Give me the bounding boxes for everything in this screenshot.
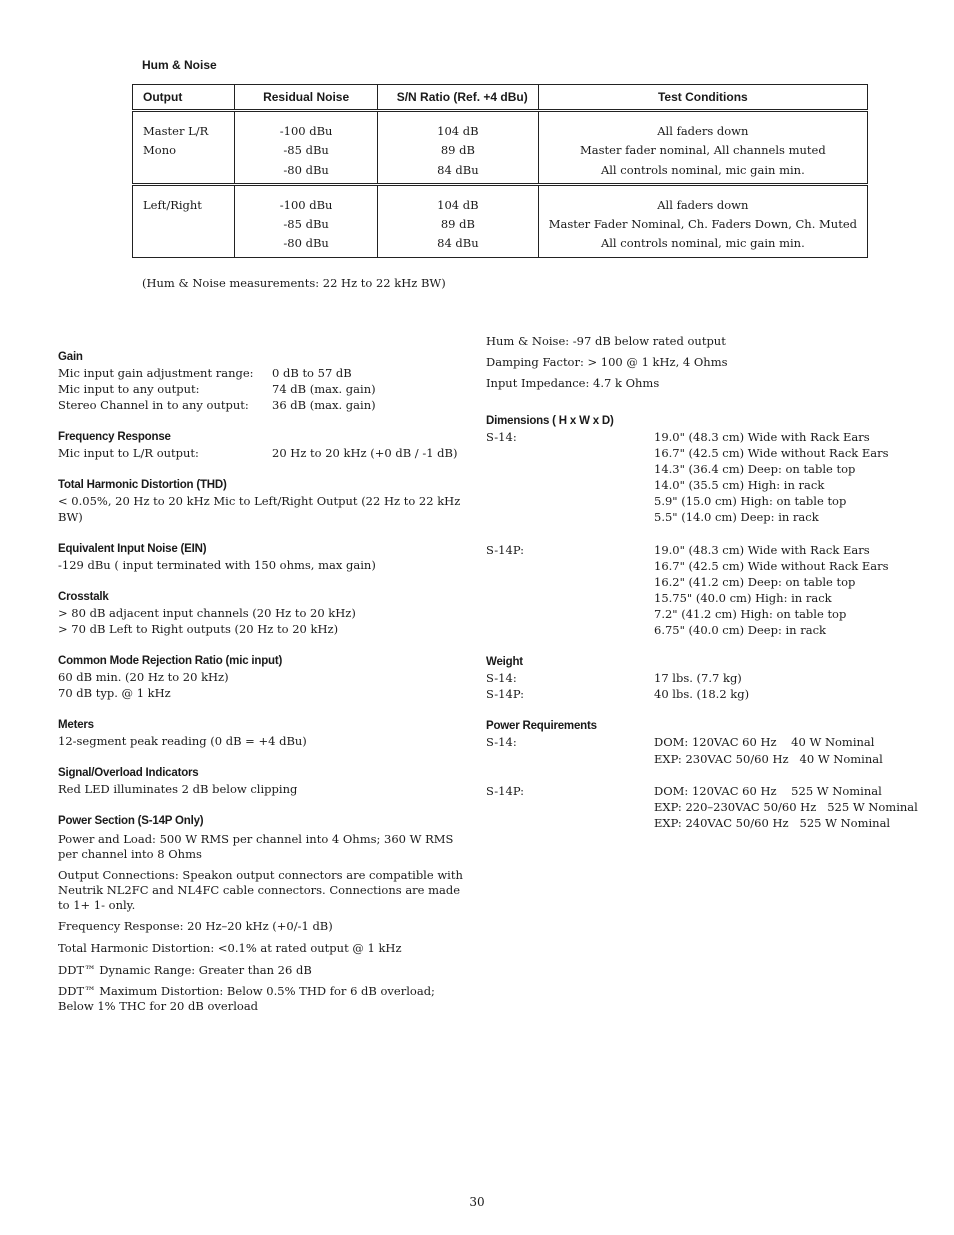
sn-ratio-cell (378, 184, 539, 257)
spec-row (486, 670, 916, 686)
spec-value: 14.3" (36.4 cm) Deep: on table top (654, 462, 856, 476)
residual-value: -80 dBu (283, 236, 329, 251)
model-label: S-14P: (486, 687, 525, 701)
spec-value: EXP: 220–230VAC 50/60 Hz 525 W Nominal (654, 800, 918, 814)
output-cell (133, 111, 235, 185)
spec-value: 16.7" (42.5 cm) Wide without Rack Ears (654, 446, 889, 460)
spec-value: 19.0" (48.3 cm) Wide with Rack Ears (654, 430, 870, 444)
section-heading-meters: Meters (58, 719, 94, 731)
spec-value: 40 lbs. (18.2 kg) (654, 687, 750, 701)
sn-value: 84 dBu (437, 162, 479, 177)
sn-value: 84 dBu (437, 236, 479, 251)
model-label: S-14P: (486, 784, 525, 798)
residual-value: -85 dBu (283, 217, 329, 232)
spec-text: Input Impedance: 4.7 k Ohms (486, 376, 660, 390)
power-s14 (486, 734, 916, 768)
section-heading-dimensions: Dimensions ( H x W x D) (486, 415, 614, 427)
right-spec-column (486, 333, 916, 831)
residual-noise-cell (235, 111, 378, 185)
spec-paragraph: Frequency Response: 20 Hz–20 kHz (+0/-1 dB) (58, 919, 333, 933)
section-heading-frequency-response: Frequency Response (58, 431, 171, 443)
section-heading-crosstalk: Crosstalk (58, 591, 109, 603)
spec-value: 5.9" (15.0 cm) High: on table top (654, 494, 847, 508)
sn-value: 89 dB (440, 143, 475, 158)
spec-label: Stereo Channel in to any output: (58, 398, 249, 412)
spec-value: 74 dB (max. gain) (272, 382, 376, 396)
sn-ratio-cell (378, 111, 539, 185)
hum-noise-note: (Hum & Noise measurements: 22 Hz to 22 kHz BW) (142, 276, 446, 290)
spec-row (58, 365, 478, 381)
spec-row (58, 397, 478, 413)
condition-text: All controls nominal, mic gain min. (600, 236, 805, 251)
sn-value: 104 dB (437, 197, 479, 212)
section-heading-weight: Weight (486, 656, 523, 668)
spec-value: 36 dB (max. gain) (272, 398, 376, 412)
model-label: S-14: (486, 430, 517, 444)
spec-text: > 70 dB Left to Right outputs (20 Hz to 20 kHz) (58, 622, 339, 636)
section-heading-cmrr: Common Mode Rejection Ratio (mic input) (58, 655, 283, 667)
condition-text: All controls nominal, mic gain min. (600, 162, 805, 177)
spec-value: 6.75" (40.0 cm) Deep: in rack (654, 623, 827, 637)
output-name: Master L/R (143, 124, 209, 138)
residual-value: -85 dBu (283, 143, 329, 158)
power-s14p (486, 783, 916, 831)
dimensions-s14p (486, 542, 916, 638)
spec-text: -129 dBu ( input terminated with 150 ohms, max gain) (58, 558, 376, 572)
spec-paragraph: Output Connections: Speakon output connectors are compatible with Neutrik NL2FC and NL4FC cable connectors. Connections are made to 1+ 1- only. (58, 868, 463, 912)
spec-row (58, 445, 478, 461)
spec-paragraph: DDT™ Dynamic Range: Greater than 26 dB (58, 963, 312, 977)
spec-value: 16.2" (41.2 cm) Deep: on table top (654, 575, 856, 589)
spec-value: EXP: 240VAC 50/60 Hz 525 W Nominal (654, 816, 891, 830)
spec-text: Red LED illuminates 2 dB below clipping (58, 782, 298, 796)
output-name: Left/Right (143, 197, 202, 212)
sn-value: 89 dB (440, 217, 475, 232)
spec-value: 19.0" (48.3 cm) Wide with Rack Ears (654, 543, 870, 557)
spec-value: 7.2" (41.2 cm) High: on table top (654, 607, 847, 621)
left-spec-column (58, 349, 478, 1014)
output-name: Mono (143, 143, 177, 158)
spec-label: Mic input to L/R output: (58, 446, 199, 460)
residual-value: -100 dBu (279, 124, 333, 138)
spec-row (58, 381, 478, 397)
spec-value: 5.5" (14.0 cm) Deep: in rack (654, 510, 819, 524)
spec-paragraph: DDT™ Maximum Distortion: Below 0.5% THD for 6 dB overload; Below 1% THC for 20 dB overload (58, 984, 435, 1013)
spec-paragraph: Total Harmonic Distortion: <0.1% at rated output @ 1 kHz (58, 941, 402, 955)
spec-value: 0 dB to 57 dB (272, 366, 352, 380)
residual-noise-cell (235, 184, 378, 257)
section-heading-power-requirements: Power Requirements (486, 720, 597, 732)
spec-value: 16.7" (42.5 cm) Wide without Rack Ears (654, 559, 889, 573)
condition-text: Master fader nominal, All channels muted (580, 143, 826, 158)
spec-value: 14.0" (35.5 cm) High: in rack (654, 478, 825, 492)
spec-text: < 0.05%, 20 Hz to 20 kHz Mic to Left/Right Output (22 Hz to 22 kHz BW) (58, 494, 461, 524)
table-row (133, 111, 868, 185)
section-heading-ein: Equivalent Input Noise (EIN) (58, 543, 207, 555)
spec-value: 15.75" (40.0 cm) High: in rack (654, 591, 832, 605)
spec-text: 60 dB min. (20 Hz to 20 kHz) (58, 670, 229, 684)
spec-label: Mic input to any output: (58, 382, 200, 396)
spec-row (486, 686, 916, 702)
spec-text: 70 dB typ. @ 1 kHz (58, 686, 171, 700)
page-number: 30 (469, 1195, 485, 1209)
section-heading-power-section: Power Section (S-14P Only) (58, 815, 204, 827)
spec-value: DOM: 120VAC 60 Hz 40 W Nominal (654, 735, 875, 749)
section-heading-signal-overload: Signal/Overload Indicators (58, 767, 199, 779)
sn-value: 104 dB (437, 124, 479, 138)
col-header-residual-noise: Residual Noise (235, 85, 378, 111)
test-conditions-cell (538, 111, 867, 185)
model-label: S-14: (486, 671, 517, 685)
spec-text: Damping Factor: > 100 @ 1 kHz, 4 Ohms (486, 355, 728, 369)
section-heading-gain: Gain (58, 351, 83, 363)
hum-noise-table (132, 84, 868, 258)
condition-text: Master Fader Nominal, Ch. Faders Down, Ch. Muted (548, 217, 857, 232)
spec-value: 17 lbs. (7.7 kg) (654, 671, 742, 685)
spec-text: Hum & Noise: -97 dB below rated output (486, 334, 726, 348)
col-header-test-conditions: Test Conditions (538, 85, 867, 111)
spec-text: 12-segment peak reading (0 dB = +4 dBu) (58, 734, 307, 748)
model-label: S-14P: (486, 543, 525, 557)
table-row (133, 184, 868, 257)
residual-value: -80 dBu (283, 162, 329, 177)
hum-noise-title: Hum & Noise (142, 58, 217, 72)
section-heading-thd: Total Harmonic Distortion (THD) (58, 479, 227, 491)
spec-paragraph: Power and Load: 500 W RMS per channel into 4 Ohms; 360 W RMS per channel into 8 Ohms (58, 832, 454, 861)
output-cell (133, 184, 235, 257)
spec-value: EXP: 230VAC 50/60 Hz 40 W Nominal (654, 752, 883, 766)
condition-text: All faders down (657, 197, 749, 212)
spec-value: DOM: 120VAC 60 Hz 525 W Nominal (654, 784, 882, 798)
col-header-sn-ratio: S/N Ratio (Ref. +4 dBu) (378, 85, 539, 111)
table-header-row (133, 85, 868, 111)
residual-value: -100 dBu (279, 197, 333, 212)
spec-text: > 80 dB adjacent input channels (20 Hz to 20 kHz) (58, 606, 356, 620)
model-label: S-14: (486, 735, 517, 749)
col-header-output: Output (133, 85, 235, 111)
condition-text: All faders down (657, 124, 749, 138)
test-conditions-cell (538, 184, 867, 257)
dimensions-s14 (486, 429, 916, 525)
spec-value: 20 Hz to 20 kHz (+0 dB / -1 dB) (272, 446, 458, 460)
spec-label: Mic input gain adjustment range: (58, 366, 254, 380)
